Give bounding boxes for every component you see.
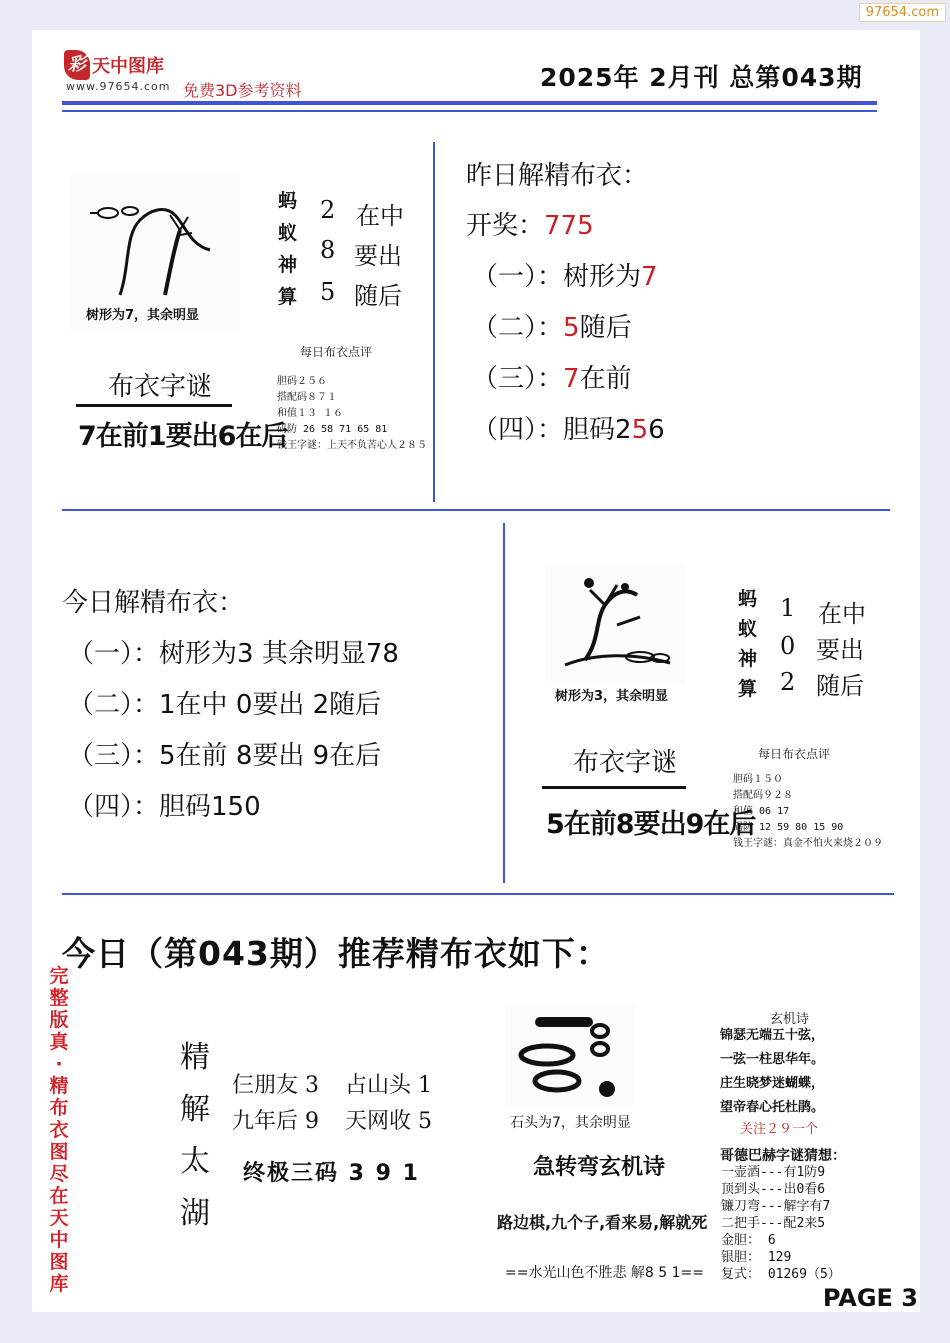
jingjie-char: 精	[180, 1040, 210, 1075]
today-riddle-answer: 5在前8要出9在后	[546, 809, 756, 840]
ant-number: 8	[320, 236, 336, 264]
header-subtitle: 免费3D参考资料	[183, 81, 302, 100]
clue-pair: 占山头 1	[345, 1073, 432, 1098]
today-item	[68, 786, 261, 823]
xuanji-poem	[720, 1024, 824, 1120]
daily-line: 胆码２５６	[277, 376, 327, 387]
item-index: （一）：	[472, 262, 564, 292]
goldbach-line: 金胆： 6	[721, 1233, 776, 1248]
today-heading: 今日解精布衣：	[62, 588, 245, 618]
header-rule-bottom	[62, 110, 877, 112]
item-index: （四）：	[472, 415, 564, 445]
yesterday-riddle-answer: 7在前1要出6在后	[78, 421, 288, 452]
yesterday-daily-title: 每日布衣点评	[300, 345, 373, 359]
today-daily-title: 每日布衣点评	[758, 747, 831, 761]
yesterday-item	[472, 256, 658, 293]
item-text-tail: 6	[648, 415, 665, 445]
section-rule	[62, 893, 894, 895]
jingjie-char: 湖	[180, 1196, 210, 1231]
page-number: PAGE 3	[822, 1284, 918, 1312]
goldbach-line: 镰刀弯---解字有7	[721, 1199, 831, 1214]
site-watermark: 97654.com	[859, 3, 946, 22]
daily-line: 和值 06 17	[733, 806, 790, 817]
item-text: 胆码2	[563, 415, 632, 445]
today-ant-grid	[736, 582, 886, 712]
riddle-poem-line: 路边棋,九个子,看来易,解就死	[497, 1213, 708, 1232]
ant-char: 神	[738, 648, 758, 670]
item-index: （一）：	[68, 639, 160, 669]
today-tree-caption: 树形为3，其余明显	[555, 689, 669, 704]
yesterday-ant-grid	[272, 186, 422, 316]
today-item	[68, 684, 381, 721]
jingjie-taihu-title	[180, 1032, 216, 1240]
ant-number: 0	[780, 632, 796, 660]
yesterday-riddle-title: 布衣字谜	[108, 372, 213, 402]
ant-char: 神	[278, 254, 298, 276]
item-index: （四）：	[68, 792, 160, 822]
logo-icon: 彩	[64, 50, 90, 80]
item-hit: 7	[641, 262, 658, 292]
daily-line: 搭配码９２８	[733, 790, 793, 801]
riddle-divider	[542, 786, 686, 789]
ant-char: 蚁	[738, 618, 758, 640]
poem-line: 望帝春心托杜鹃。	[720, 1100, 825, 1115]
header-rule-top	[62, 101, 877, 105]
daily-line: 搭配码８７１	[277, 392, 337, 403]
daily-line: 胆码１５０	[733, 774, 783, 785]
tree-sketch-icon	[70, 175, 240, 300]
stone-sketch-icon	[505, 1005, 635, 1105]
ant-char: 算	[278, 286, 298, 308]
ant-word: 在中	[818, 600, 866, 628]
riddle-poem-title: 急转弯玄机诗	[533, 1155, 666, 1180]
item-text: 5在前 8要出 9在后	[159, 741, 382, 771]
logo-title: 天中图库	[92, 56, 164, 77]
goldbach-line: 二把手---配2来5	[721, 1216, 826, 1231]
tree-sketch-icon	[545, 565, 685, 675]
draw-value: 775	[544, 211, 594, 241]
ant-char: 蚂	[278, 190, 298, 212]
ant-number: 2	[320, 196, 336, 224]
item-index: （二）：	[472, 313, 564, 343]
goldbach-line: 顶到头---出0看6	[721, 1182, 826, 1197]
daily-line: 钱王字谜：真金不怕火来烧２０９	[733, 838, 883, 849]
ant-char: 算	[738, 678, 758, 700]
daily-line: 和值１３ １６	[277, 408, 344, 419]
today-item	[68, 633, 399, 670]
recommend-title: 今日（第043期）推荐精布衣如下：	[62, 934, 610, 973]
daily-line: 码防 26 58 71 65 81	[277, 424, 388, 435]
today-riddle-title: 布衣字谜	[573, 748, 678, 778]
item-hit: 5	[631, 415, 649, 445]
issue-title: 2025年 2月刊 总第043期	[540, 63, 863, 92]
clue-pair: 仨朋友 3	[232, 1073, 319, 1098]
goldbach-line: 银胆： 129	[721, 1250, 792, 1265]
stone-caption: 石头为7，其余明显	[510, 1115, 631, 1131]
item-index: （三）：	[68, 741, 160, 771]
item-text: 树形为	[563, 262, 642, 292]
stone-figure	[505, 1005, 635, 1105]
xuanji-poem-title: 玄机诗	[770, 1012, 810, 1027]
item-text: 树形为3 其余明显78	[159, 639, 399, 669]
ant-char: 蚁	[278, 222, 298, 244]
section1-divider	[433, 142, 435, 502]
ant-word: 要出	[816, 636, 864, 664]
riddle-poem-footer: ==水光山色不胜悲 解8 5 1==	[505, 1265, 704, 1281]
yesterday-daily-list	[277, 374, 427, 454]
poem-line: 一弦一柱思华年。	[720, 1052, 825, 1067]
ant-number: 2	[780, 668, 796, 696]
jingjie-char: 太	[180, 1144, 210, 1179]
jingjie-char: 解	[180, 1092, 210, 1127]
poem-line: 庄生晓梦迷蝴蝶，	[720, 1076, 825, 1091]
yesterday-item	[472, 307, 632, 344]
item-text-tail: 随后	[579, 313, 632, 343]
item-text: 胆码150	[159, 792, 261, 822]
goldbach-list	[721, 1164, 841, 1283]
ant-number: 1	[780, 594, 796, 622]
ant-word: 随后	[816, 672, 864, 700]
riddle-divider	[76, 404, 232, 407]
draw-label: 开奖：	[466, 211, 545, 241]
side-promo-text: 完整版真·精布衣图尽在天中图库	[49, 965, 69, 1295]
today-tree-figure	[545, 565, 685, 685]
item-hit: 7	[563, 364, 580, 394]
clue-pair: 九年后 9	[232, 1109, 319, 1134]
yesterday-heading: 昨日解精布衣：	[466, 161, 649, 191]
goldbach-line: 一壶酒---有1防9	[721, 1165, 826, 1180]
ant-number: 5	[320, 278, 336, 306]
goldbach-line: 复式： 01269（5）	[721, 1267, 841, 1282]
item-index: （三）：	[472, 364, 564, 394]
goldbach-title: 哥德巴赫字谜猜想：	[720, 1148, 846, 1164]
draw-result	[466, 205, 594, 242]
section2-divider	[503, 523, 505, 883]
yesterday-item	[472, 409, 665, 446]
section-rule	[62, 509, 890, 511]
clue-pair: 天网收 5	[345, 1109, 432, 1134]
yesterday-item	[472, 358, 632, 395]
item-text-tail: 在前	[579, 364, 632, 394]
ant-word: 要出	[354, 242, 402, 270]
final-three-codes: 终极三码 3 9 1	[243, 1161, 420, 1186]
daily-line: 钱王字谜：上天不负苦心人２８５	[277, 440, 427, 451]
xuanji-attention: 关注２９一个	[740, 1122, 819, 1137]
ant-word: 在中	[356, 202, 404, 230]
item-hit: 5	[563, 313, 580, 343]
ant-char: 蚂	[738, 588, 758, 610]
daily-line: 码防 12 59 80 15 90	[733, 822, 844, 833]
ant-word: 随后	[354, 282, 402, 310]
today-daily-list	[733, 772, 883, 852]
yesterday-tree-caption: 树形为7，其余明显	[86, 308, 200, 323]
item-index: （二）：	[68, 690, 160, 720]
item-text: 1在中 0要出 2随后	[159, 690, 382, 720]
today-item	[68, 735, 381, 772]
logo-url: www.97654.com	[66, 80, 171, 93]
poem-line: 锦瑟无端五十弦，	[720, 1028, 825, 1043]
